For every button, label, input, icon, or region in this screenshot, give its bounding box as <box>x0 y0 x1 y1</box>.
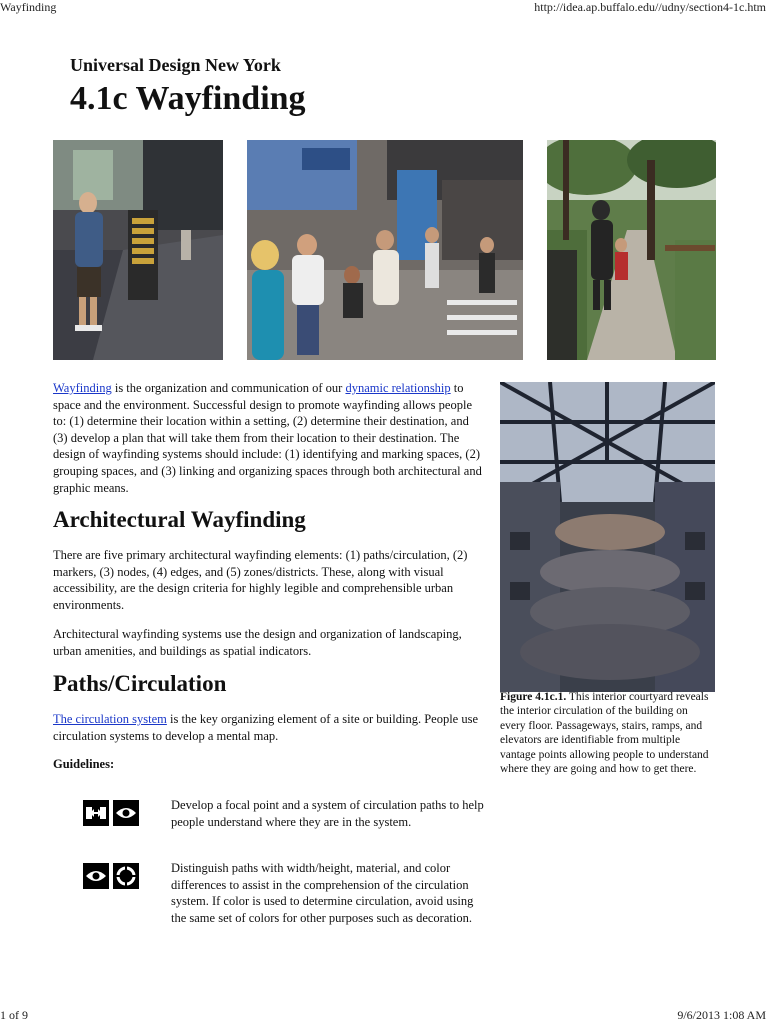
print-header-url: http://idea.ap.buffalo.edu//udny/section4-1c.htm <box>534 0 766 14</box>
circulation-icon <box>83 800 109 826</box>
figure-caption-label: Figure 4.1c.1. <box>500 691 567 703</box>
paths-circulation-heading: Paths/Circulation <box>53 671 227 696</box>
dynamic-relationship-link[interactable]: dynamic relationship <box>345 381 451 395</box>
photo-park-path <box>547 140 716 360</box>
print-footer-datetime: 9/6/2013 1:08 AM <box>677 1008 766 1022</box>
intro-text-2: to space and the environment. Successful design to promote wayfinding allows people to: (1) determine their location within a setting, (2) determine their destination, and (3) develop a plan that will take them from their location to their destination. The design of wayfinding systems should include: (1) identifying and marking spaces, (2) grouping spaces, and (3) linking and organizing spaces through both architectural and graphic means. <box>53 381 482 495</box>
guidelines-label: Guidelines: <box>53 757 115 771</box>
circulation-system-link[interactable]: The circulation system <box>53 712 167 726</box>
architectural-paragraph-1: There are five primary architectural wayfinding elements: (1) paths/circulation, (2) markers, (3) nodes, (4) edges, and (5) zones/districts. These, along with visual accessibility, are the design criteria for highly legible and comprehensible urban environments. <box>53 548 468 612</box>
intro-paragraph <box>53 380 485 496</box>
figure-caption <box>500 690 716 776</box>
page-title: 4.1c Wayfinding <box>70 80 306 117</box>
architectural-wayfinding-heading: Architectural Wayfinding <box>53 507 306 532</box>
lifebuoy-icon <box>113 863 139 889</box>
eye-icon <box>113 800 139 826</box>
figure-courtyard-photo <box>500 382 715 692</box>
print-header-title: Wayfinding <box>0 0 57 14</box>
photo-street-scene <box>247 140 523 360</box>
paths-text: is the key organizing element of a site or building. People use circulation systems to develop a mental map. <box>53 712 479 743</box>
intro-text-1: is the organization and communication of our <box>111 381 346 395</box>
architectural-paragraph-2: Architectural wayfinding systems use the design and organization of landscaping, urban amenities, and buildings as spatial indicators. <box>53 627 462 658</box>
guideline-2-text: Distinguish paths with width/height, material, and color differences to assist in the comprehension of the circulation system. If color is used to determine circulation, avoid using the same set of colors for other purposes such as decoration. <box>171 861 474 925</box>
guideline-1-text: Develop a focal point and a system of circulation paths to help people understand where they are in the system. <box>171 798 484 829</box>
wayfinding-link[interactable]: Wayfinding <box>53 381 112 395</box>
eye-icon <box>83 863 109 889</box>
photo-directory-sign <box>53 140 223 360</box>
print-footer-page-count: 1 of 9 <box>0 1008 28 1022</box>
figure-caption-text: This interior courtyard reveals the interior circulation of the building on every floor. Passageways, stairs, ramps, and elevators are identifiable from multiple vantage points allowing people to understand where they are going and how to get there. <box>500 691 709 776</box>
document-subtitle: Universal Design New York <box>70 55 281 75</box>
paths-paragraph <box>53 711 489 744</box>
